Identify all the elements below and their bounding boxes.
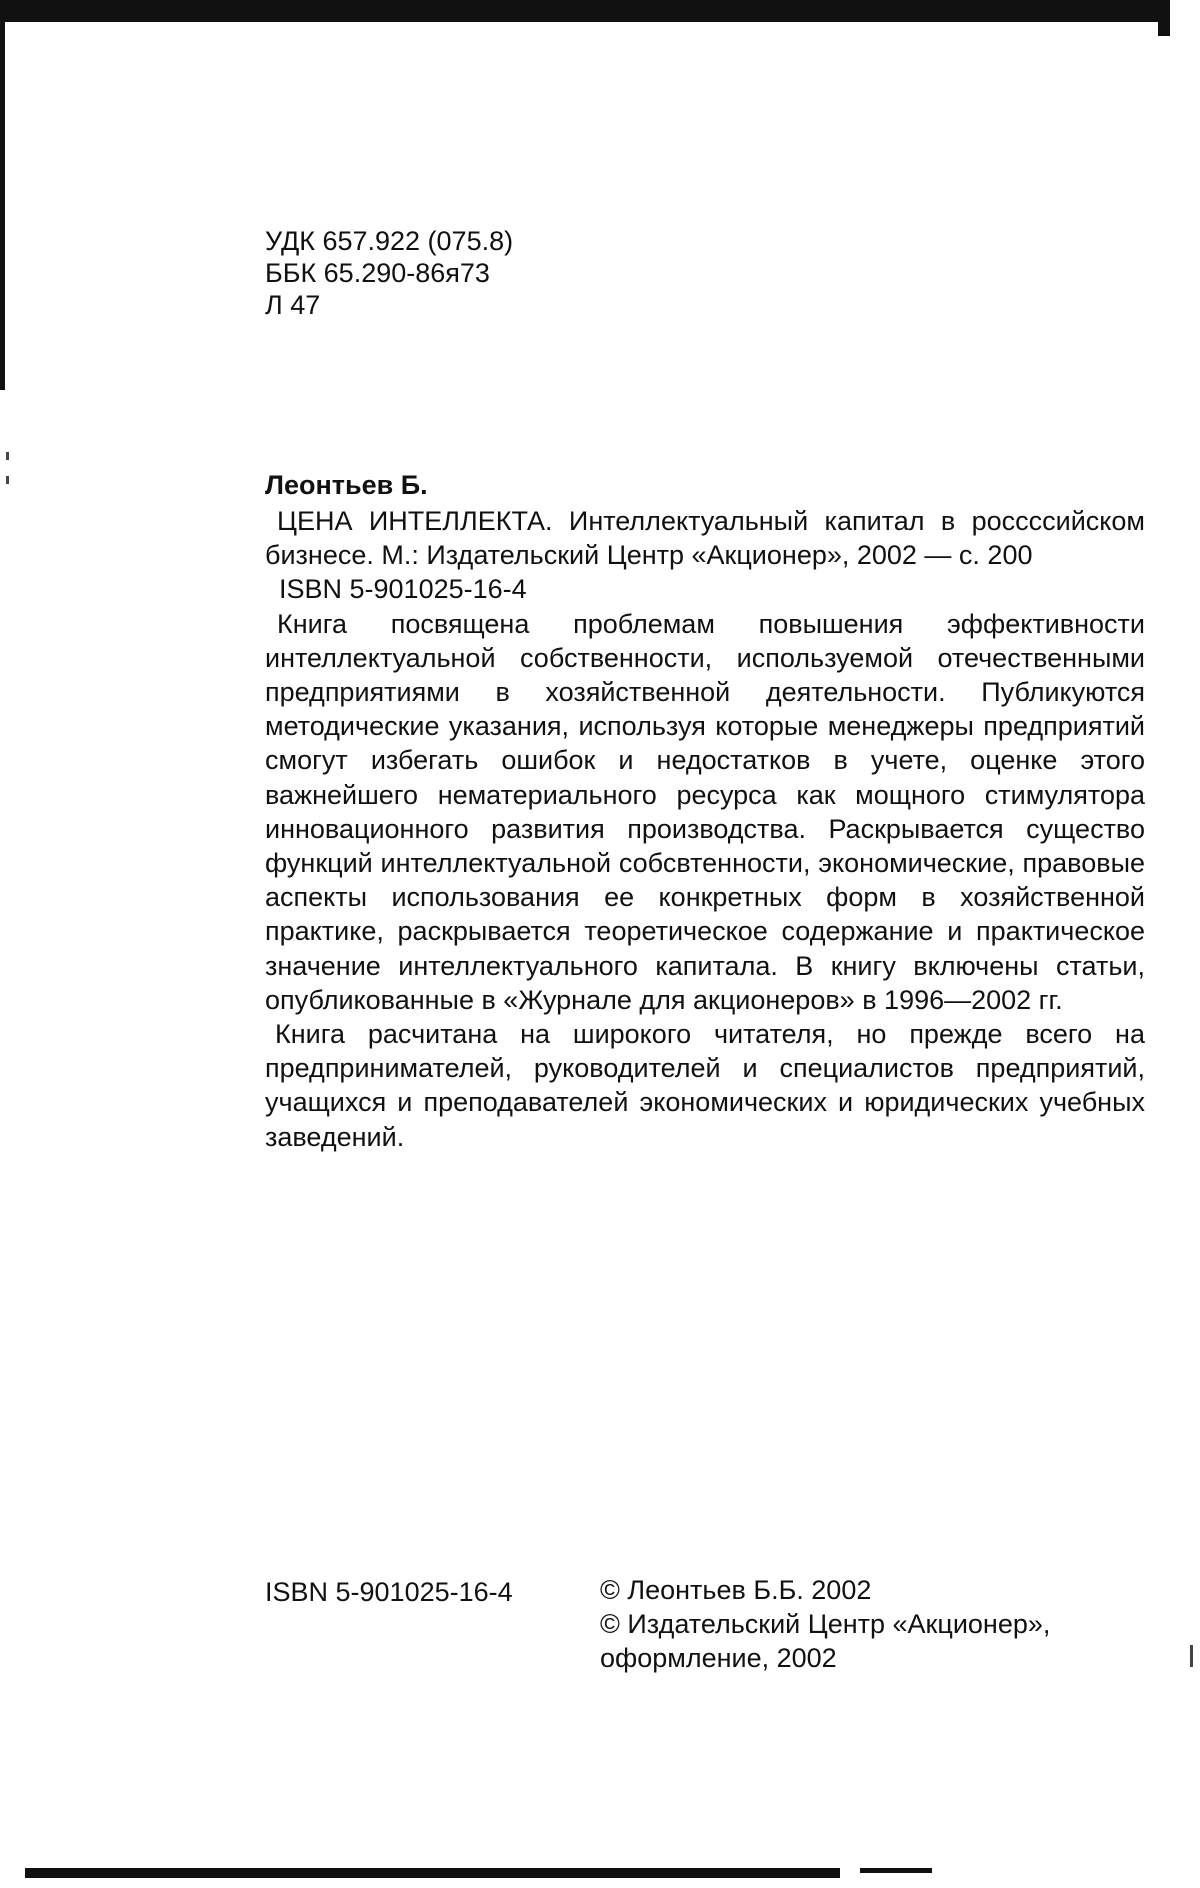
footer-isbn: ISBN 5-901025-16-4	[265, 1577, 513, 1607]
scan-border-top	[0, 0, 1170, 22]
classification-block	[265, 225, 513, 321]
scan-border-top-corner	[1158, 0, 1170, 36]
scan-mark	[6, 476, 9, 484]
annotation-block	[265, 504, 1145, 1154]
scan-border-bottom-segment	[860, 1868, 932, 1873]
scan-border-bottom	[25, 1868, 840, 1878]
scan-border-left	[0, 0, 5, 390]
copyright-author: © Леонтьев Б.Б. 2002	[600, 1575, 872, 1605]
scan-mark	[6, 452, 9, 460]
annotation-paragraph-2: Книга расчитана на широкого читателя, но прежде всего на предпринимателей, руководителей и специалистов предприятий, учащихся и преподавателей экономических и юридических учебных заведений.	[265, 1019, 1145, 1152]
isbn-line: ISBN 5-901025-16-4	[279, 574, 527, 605]
annotation-paragraph-1: Книга посвящена проблемам повышения эффективности интеллектуальной собственности, используемой отечественными предприятиями в хозяйственной деятельности. Публикуются методические указания, используя которые менеджеры предприятий смогут избегать ошибок и недостатков в учете, оценке этого важнейшего нематериального ресурса как мощного стимулятора инновационного развития производства. Раскрывается существо функций интеллектуальной собсвтенности, экономические, правовые аспекты использования ее конкретных форм в хозяйственной практике, раскрывается теоретическое содержание и практическое значение интеллектуального капитала. В книгу включены статьи, опубликованные в «Журнале для акционеров» в 1996—2002 гг.	[265, 608, 1145, 1015]
copyright-publisher: © Издательский Центр «Акционер»,	[600, 1609, 1051, 1639]
author-mark: Л 47	[265, 290, 321, 320]
title-line: ЦЕНА ИНТЕЛЛЕКТА. Интеллектуальный капитал в россcсийском бизнесе. М.: Издательский Центр «Акционер», 2002 — с. 200	[265, 506, 1145, 571]
copyright-design: оформление, 2002	[600, 1643, 837, 1673]
bbk-code: ББК 65.290-86я73	[265, 258, 490, 288]
author-name: Леонтьев Б.	[265, 470, 428, 500]
copyright-block	[600, 1573, 1050, 1675]
scan-mark	[1190, 1645, 1193, 1667]
udk-code: УДК 657.922 (075.8)	[265, 226, 514, 256]
